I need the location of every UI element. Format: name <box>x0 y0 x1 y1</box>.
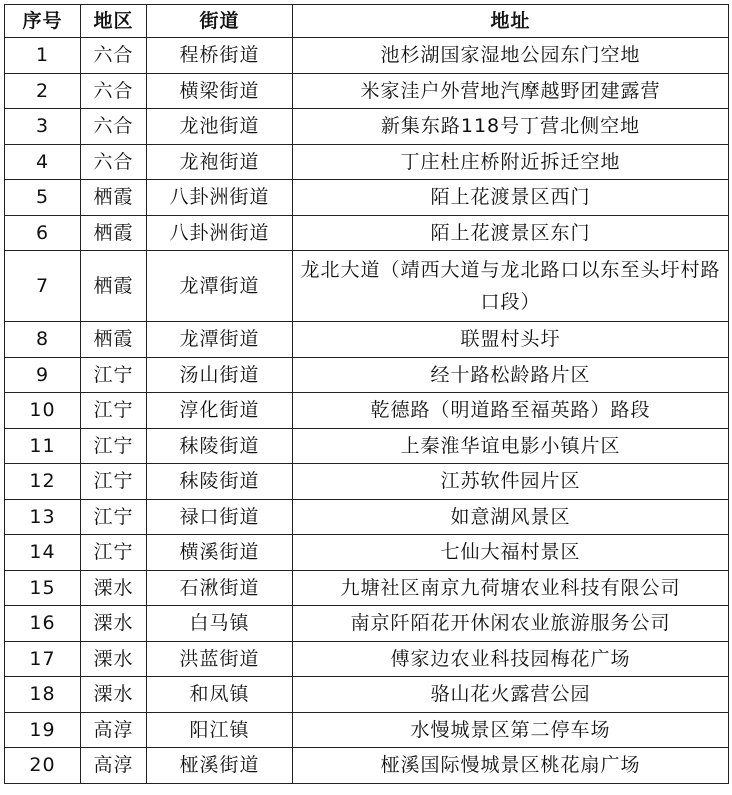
row-address-cell: 江苏软件园片区 <box>293 464 729 500</box>
row-street-cell: 汤山街道 <box>147 357 293 393</box>
table-row <box>5 215 729 251</box>
row-no-cell: 15 <box>5 570 81 606</box>
row-address-cell: 水慢城景区第二停车场 <box>293 712 729 748</box>
table-body <box>5 38 729 784</box>
row-district-cell: 江宁 <box>81 535 147 571</box>
row-address-cell: 陌上花渡景区东门 <box>293 215 729 251</box>
row-district-cell: 江宁 <box>81 393 147 429</box>
row-district-cell: 江宁 <box>81 499 147 535</box>
row-address-cell: 九塘社区南京九荷塘农业科技有限公司 <box>293 570 729 606</box>
row-no-cell: 13 <box>5 499 81 535</box>
table-row <box>5 357 729 393</box>
header-address: 地址 <box>293 5 729 38</box>
table-row <box>5 393 729 429</box>
row-street-cell: 龙潭街道 <box>147 322 293 358</box>
row-street-cell: 洪蓝街道 <box>147 641 293 677</box>
row-street-cell: 横梁街道 <box>147 73 293 109</box>
row-no-cell: 12 <box>5 464 81 500</box>
row-street-cell: 龙袍街道 <box>147 144 293 180</box>
header-no: 序号 <box>5 5 81 38</box>
row-street-cell: 禄口街道 <box>147 499 293 535</box>
row-street-cell: 八卦洲街道 <box>147 215 293 251</box>
row-district-cell: 江宁 <box>81 464 147 500</box>
header-district: 地区 <box>81 5 147 38</box>
table-row <box>5 677 729 713</box>
locations-table <box>4 4 729 784</box>
row-street-cell: 龙池街道 <box>147 109 293 145</box>
row-no-cell: 3 <box>5 109 81 145</box>
table-header-row <box>5 5 729 38</box>
row-no-cell: 8 <box>5 322 81 358</box>
row-district-cell: 溧水 <box>81 570 147 606</box>
table-row <box>5 641 729 677</box>
row-street-cell: 程桥街道 <box>147 38 293 74</box>
row-address-cell: 新集东路118号丁营北侧空地 <box>293 109 729 145</box>
row-district-cell: 江宁 <box>81 357 147 393</box>
row-district-cell: 溧水 <box>81 677 147 713</box>
table-row <box>5 570 729 606</box>
table-row <box>5 535 729 571</box>
table-row <box>5 712 729 748</box>
row-district-cell: 栖霞 <box>81 322 147 358</box>
row-address-cell: 米家洼户外营地汽摩越野团建露营 <box>293 73 729 109</box>
row-address-cell: 上秦淮华谊电影小镇片区 <box>293 428 729 464</box>
row-no-cell: 2 <box>5 73 81 109</box>
row-no-cell: 6 <box>5 215 81 251</box>
row-district-cell: 高淳 <box>81 712 147 748</box>
row-no-cell: 7 <box>5 251 81 322</box>
row-street-cell: 淳化街道 <box>147 393 293 429</box>
table-row <box>5 109 729 145</box>
row-district-cell: 六合 <box>81 144 147 180</box>
row-district-cell: 江宁 <box>81 428 147 464</box>
row-no-cell: 4 <box>5 144 81 180</box>
row-street-cell: 秣陵街道 <box>147 464 293 500</box>
row-address-cell: 丁庄杜庄桥附近拆迁空地 <box>293 144 729 180</box>
table-row <box>5 748 729 784</box>
row-street-cell: 横溪街道 <box>147 535 293 571</box>
table-row <box>5 144 729 180</box>
row-address-cell: 傅家边农业科技园梅花广场 <box>293 641 729 677</box>
row-street-cell: 和凤镇 <box>147 677 293 713</box>
row-street-cell: 桠溪街道 <box>147 748 293 784</box>
table-row <box>5 38 729 74</box>
row-no-cell: 11 <box>5 428 81 464</box>
row-street-cell: 阳江镇 <box>147 712 293 748</box>
table-row <box>5 428 729 464</box>
row-no-cell: 18 <box>5 677 81 713</box>
row-address-cell: 经十路松龄路片区 <box>293 357 729 393</box>
row-street-cell: 八卦洲街道 <box>147 180 293 216</box>
row-address-cell: 如意湖风景区 <box>293 499 729 535</box>
row-street-cell: 白马镇 <box>147 606 293 642</box>
table-row <box>5 180 729 216</box>
row-street-cell: 石湫街道 <box>147 570 293 606</box>
row-no-cell: 20 <box>5 748 81 784</box>
row-no-cell: 10 <box>5 393 81 429</box>
row-district-cell: 栖霞 <box>81 251 147 322</box>
row-address-cell: 桠溪国际慢城景区桃花扇广场 <box>293 748 729 784</box>
row-address-cell: 七仙大福村景区 <box>293 535 729 571</box>
row-no-cell: 5 <box>5 180 81 216</box>
table-row <box>5 606 729 642</box>
table-row <box>5 322 729 358</box>
row-no-cell: 17 <box>5 641 81 677</box>
table-row <box>5 251 729 322</box>
row-address-cell: 龙北大道（靖西大道与龙北路口以东至头圩村路口段） <box>293 251 729 322</box>
row-no-cell: 1 <box>5 38 81 74</box>
table-row <box>5 73 729 109</box>
row-address-cell: 联盟村头圩 <box>293 322 729 358</box>
row-no-cell: 9 <box>5 357 81 393</box>
row-district-cell: 六合 <box>81 109 147 145</box>
row-street-cell: 龙潭街道 <box>147 251 293 322</box>
table-row <box>5 464 729 500</box>
table-row <box>5 499 729 535</box>
row-address-cell: 南京阡陌花开休闲农业旅游服务公司 <box>293 606 729 642</box>
row-district-cell: 高淳 <box>81 748 147 784</box>
row-address-cell: 骆山花火露营公园 <box>293 677 729 713</box>
row-address-cell: 池杉湖国家湿地公园东门空地 <box>293 38 729 74</box>
row-no-cell: 19 <box>5 712 81 748</box>
row-address-cell: 陌上花渡景区西门 <box>293 180 729 216</box>
row-no-cell: 14 <box>5 535 81 571</box>
row-district-cell: 栖霞 <box>81 180 147 216</box>
row-no-cell: 16 <box>5 606 81 642</box>
row-address-cell: 乾德路（明道路至福英路）路段 <box>293 393 729 429</box>
row-street-cell: 秣陵街道 <box>147 428 293 464</box>
row-district-cell: 六合 <box>81 38 147 74</box>
row-district-cell: 六合 <box>81 73 147 109</box>
row-district-cell: 溧水 <box>81 641 147 677</box>
row-district-cell: 溧水 <box>81 606 147 642</box>
header-street: 街道 <box>147 5 293 38</box>
row-district-cell: 栖霞 <box>81 215 147 251</box>
